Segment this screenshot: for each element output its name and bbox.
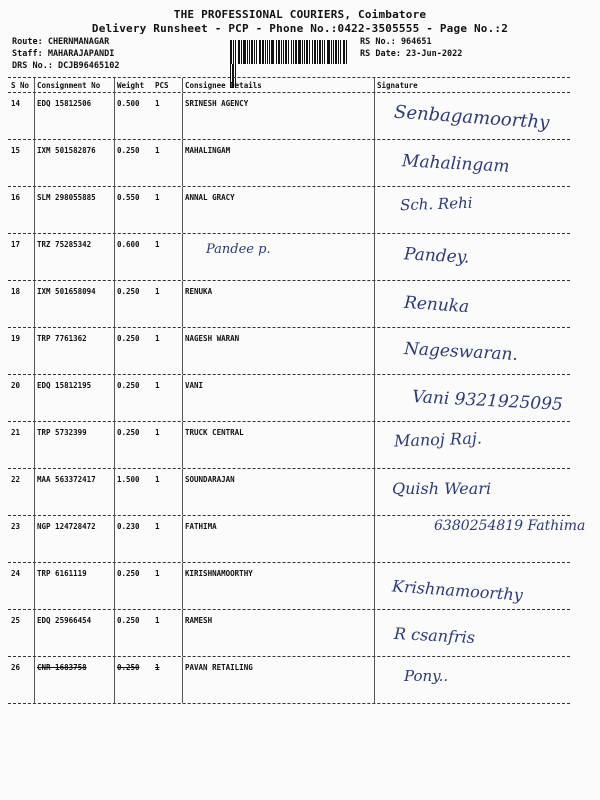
row-weight: 0.250 [117,569,140,578]
runsheet-subtitle: Delivery Runsheet - PCP - Phone No.:0422-3505555 - Page No.:2 [91,22,509,35]
row-consignee: SOUNDARAJAN [185,475,235,484]
row-consignee: KIRISHNAMOORTHY [185,569,253,578]
row-pcs: 1 [155,475,160,484]
handwritten-signature: Sch. Rehi [399,193,473,215]
handwritten-signature: Quish Weari [392,479,492,498]
row-pcs: 1 [155,616,160,625]
row-sno: 15 [11,146,21,155]
row-consignment: TRP 5732399 [37,428,87,437]
row-weight: 0.250 [117,428,140,437]
handwritten-signature: 6380254819 Fathima [434,518,586,534]
table-row [8,234,570,281]
row-pcs: 1 [155,522,160,531]
row-weight: 0.550 [117,193,140,202]
row-consignment: EDQ 15812506 [37,99,92,108]
row-consignment: CNR 1683758 [37,663,87,672]
row-weight: 0.250 [117,146,140,155]
row-weight: 0.500 [117,99,140,108]
handwritten-signature: R csanfris [393,623,476,648]
col-pcs: PCS [155,81,169,90]
row-consignee: SRINESH AGENCY [185,99,249,108]
row-sno: 20 [11,381,21,390]
table-row [8,516,586,563]
row-consignee: MAHALINGAM [185,146,231,155]
row-consignment: NGP 124728472 [37,522,96,531]
row-pcs: 1 [155,193,160,202]
table-row [8,563,570,610]
handwritten-signature: Vani 9321925095 [411,387,564,415]
row-sno: 19 [11,334,21,343]
row-consignee: PAVAN RETAILING [185,663,253,672]
table-row [8,281,570,328]
row-pcs: 1 [155,334,160,343]
row-sno: 22 [11,475,21,484]
handwritten-signature: Manoj Raj. [393,428,483,451]
row-consignee: RENUKA [185,287,213,296]
rs-number: RS No.: 964651 [360,37,432,47]
staff-text: Staff: MAHARAJAPANDI [12,49,115,59]
col-weight: Weight [117,81,145,90]
handwritten-signature: Senbagamoorthy [393,101,550,134]
meta-right [360,36,462,60]
table-header [8,78,570,93]
row-consignee: NAGESH WARAN [185,334,240,343]
col-signature: Signature [377,81,418,90]
row-sno: 21 [11,428,21,437]
runsheet-table [8,77,586,704]
table-row [8,328,570,375]
handwritten-signature: Mahalingam [401,151,511,177]
row-pcs: 1 [155,287,160,296]
handwritten-note: Pandee p. [206,242,271,257]
row-consignment: EDQ 25966454 [37,616,92,625]
barcode [230,40,348,64]
company-title: THE PROFESSIONAL COURIERS, Coimbatore [173,8,427,21]
row-weight: 0.250 [117,381,140,390]
row-sno: 16 [11,193,21,202]
row-weight: 0.600 [117,240,140,249]
table-row [8,375,570,422]
table-row [8,93,570,140]
row-sno: 18 [11,287,21,296]
rs-date: RS Date: 23-Jun-2022 [360,49,463,59]
row-consignment: SLM 298055885 [37,193,96,202]
row-consignment: IXM 501582876 [37,146,96,155]
table-row [8,610,570,657]
handwritten-signature: Nageswaran. [403,339,519,365]
row-consignment: TRP 6161119 [37,569,87,578]
row-sno: 26 [11,663,21,672]
table-row [8,657,570,704]
row-sno: 14 [11,99,21,108]
row-consignee: FATHIMA [185,522,217,531]
row-sno: 17 [11,240,21,249]
handwritten-signature: Renuka [403,292,470,318]
handwritten-signature: Krishnamoorthy [391,576,524,605]
row-weight: 1.500 [117,475,140,484]
row-pcs: 1 [155,99,160,108]
table-row [8,140,570,187]
row-consignee: ANNAL GRACY [185,193,235,202]
meta-left [12,36,119,72]
table-row [8,187,570,234]
col-details: Consignee Details [185,81,262,90]
row-consignment: MAA 563372417 [37,475,96,484]
handwritten-signature: Pony.. [404,667,449,685]
row-pcs: 1 [155,240,160,249]
row-consignment: TRP 7761362 [37,334,87,343]
table-row [8,469,570,516]
row-consignee: RAMESH [185,616,213,625]
row-consignment: EDQ 15812195 [37,381,92,390]
row-pcs: 1 [155,381,160,390]
row-sno: 23 [11,522,21,531]
route-text: Route: CHERNMANAGAR [12,37,110,47]
row-weight: 0.250 [117,616,140,625]
row-weight: 0.250 [117,334,140,343]
table-row [8,422,570,469]
row-consignee: VANI [185,381,204,390]
row-pcs: 1 [155,569,160,578]
row-consignment: IXM 501658094 [37,287,96,296]
col-consignment: Consignment No [37,81,101,90]
row-weight: 0.250 [117,287,140,296]
row-weight: 0.250 [117,663,140,672]
row-pcs: 1 [155,663,160,672]
col-sno: S No [11,81,30,90]
row-pcs: 1 [155,428,160,437]
drs-number: DRS No.: DCJB96465102 [12,61,120,71]
handwritten-signature: Pandey. [403,244,470,268]
row-weight: 0.230 [117,522,140,531]
row-consignee [182,234,374,280]
row-pcs: 1 [155,146,160,155]
row-sno: 24 [11,569,21,578]
row-consignment: TRZ 75285342 [37,240,92,249]
row-consignee: TRUCK CENTRAL [185,428,244,437]
row-sno: 25 [11,616,21,625]
